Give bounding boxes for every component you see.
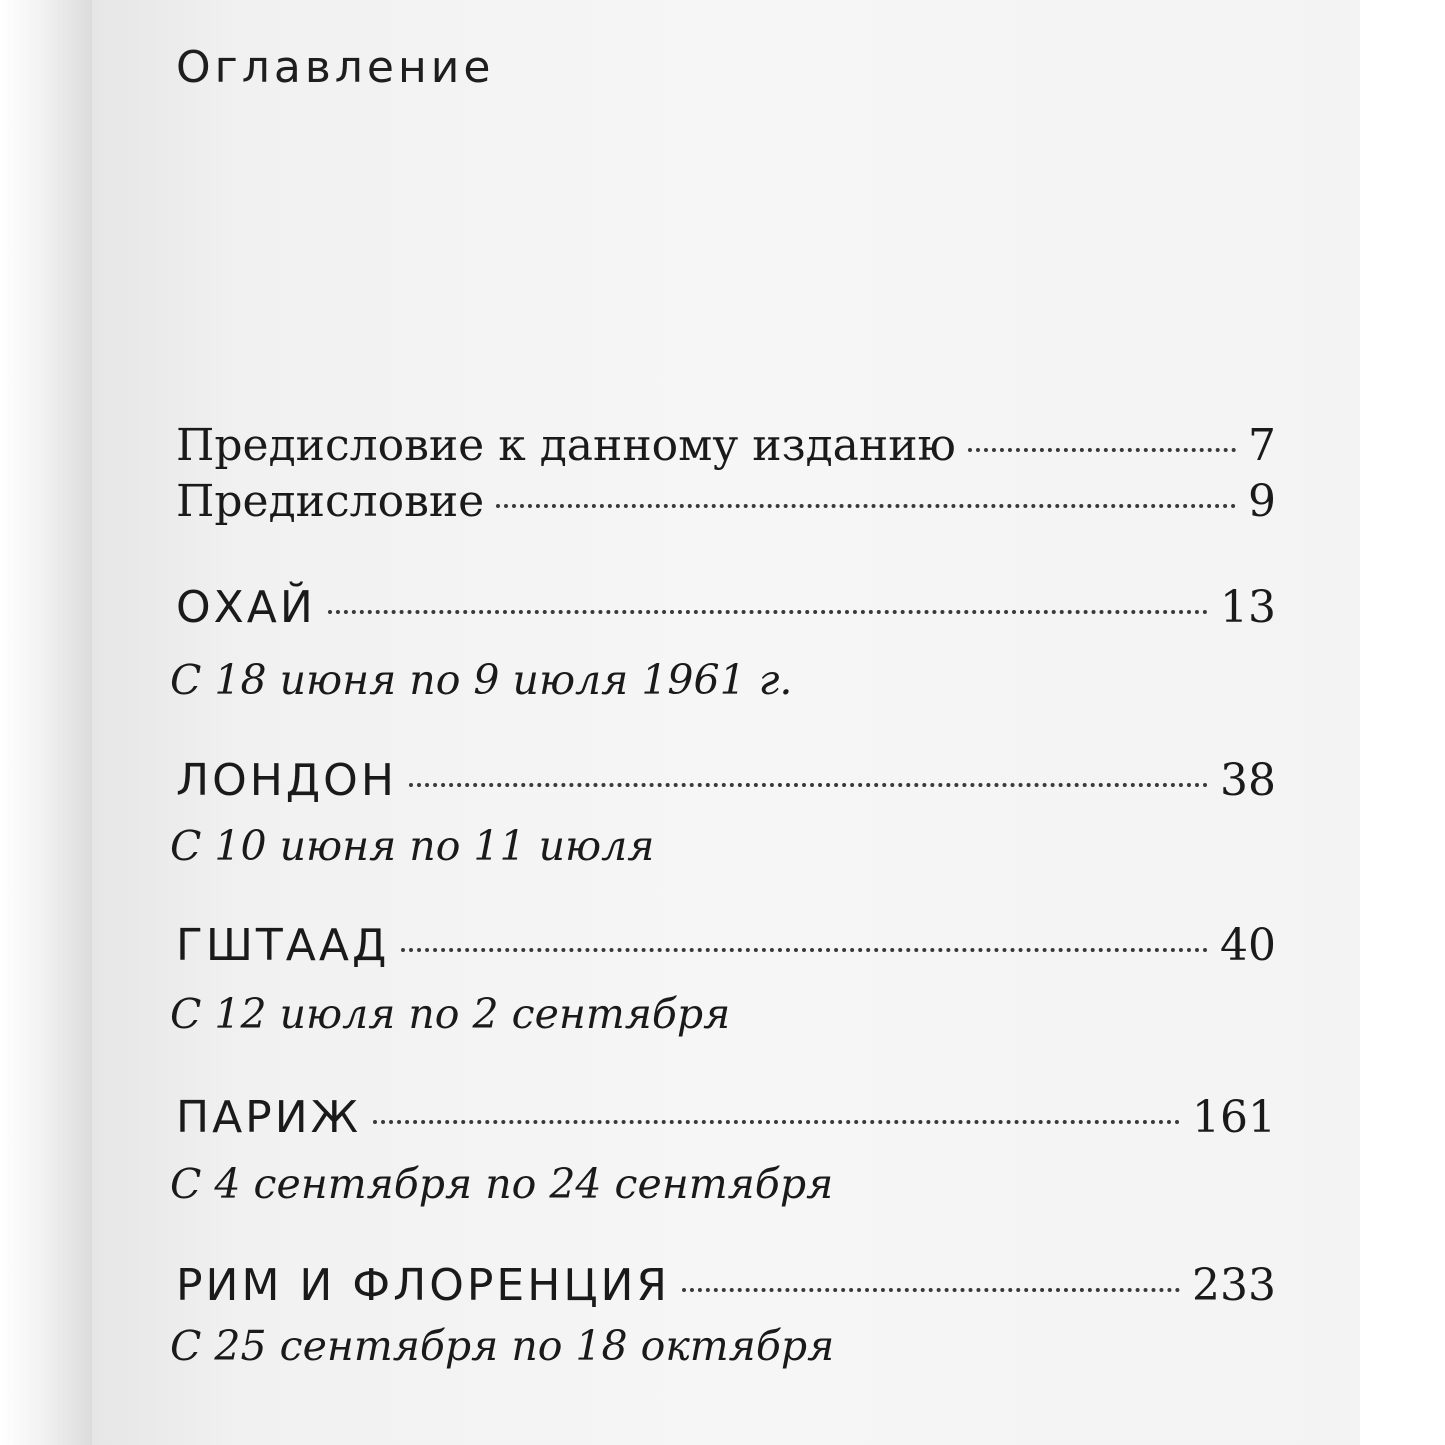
toc-entry-page: 7 [1248, 420, 1276, 471]
section-title: ЛОНДОН [176, 755, 397, 806]
dot-leader [373, 1120, 1180, 1124]
toc-entry-ohai [176, 582, 1276, 633]
page-edge-shadow [0, 0, 92, 1445]
dot-leader [328, 610, 1208, 614]
section-dates: С 18 июня по 9 июля 1961 г. [170, 656, 793, 704]
section-page: 161 [1192, 1092, 1276, 1143]
section-title: РИМ И ФЛОРЕНЦИЯ [176, 1260, 670, 1311]
section-page: 13 [1220, 582, 1276, 633]
section-page: 40 [1220, 920, 1276, 971]
toc-entry-rome-florence [176, 1260, 1276, 1311]
section-page: 38 [1220, 755, 1276, 806]
toc-entry-preface-edition [176, 420, 1276, 471]
dot-leader [968, 448, 1236, 452]
toc-entry-paris [176, 1092, 1276, 1143]
section-dates: С 12 июля по 2 сентября [170, 990, 731, 1038]
toc-entry-gstaad [176, 920, 1276, 971]
toc-entry-london [176, 755, 1276, 806]
toc-entry-preface [176, 476, 1276, 527]
section-dates: С 25 сентября по 18 октября [170, 1322, 835, 1370]
page-paper [92, 0, 1360, 1445]
toc-entry-title: Предисловие [176, 476, 485, 527]
toc-entry-page: 9 [1248, 476, 1276, 527]
section-title: ГШТААД [176, 920, 390, 971]
section-page: 233 [1192, 1260, 1276, 1311]
dot-leader [401, 948, 1208, 952]
section-title: ОХАЙ [176, 582, 316, 633]
dot-leader [409, 783, 1208, 787]
dot-leader [682, 1288, 1180, 1292]
toc-heading: Оглавление [176, 42, 495, 93]
section-dates: С 4 сентября по 24 сентября [170, 1160, 834, 1208]
section-dates: С 10 июня по 11 июля [170, 822, 655, 870]
section-title: ПАРИЖ [176, 1092, 362, 1143]
dot-leader [496, 504, 1236, 508]
toc-entry-title: Предисловие к данному изданию [176, 420, 956, 471]
